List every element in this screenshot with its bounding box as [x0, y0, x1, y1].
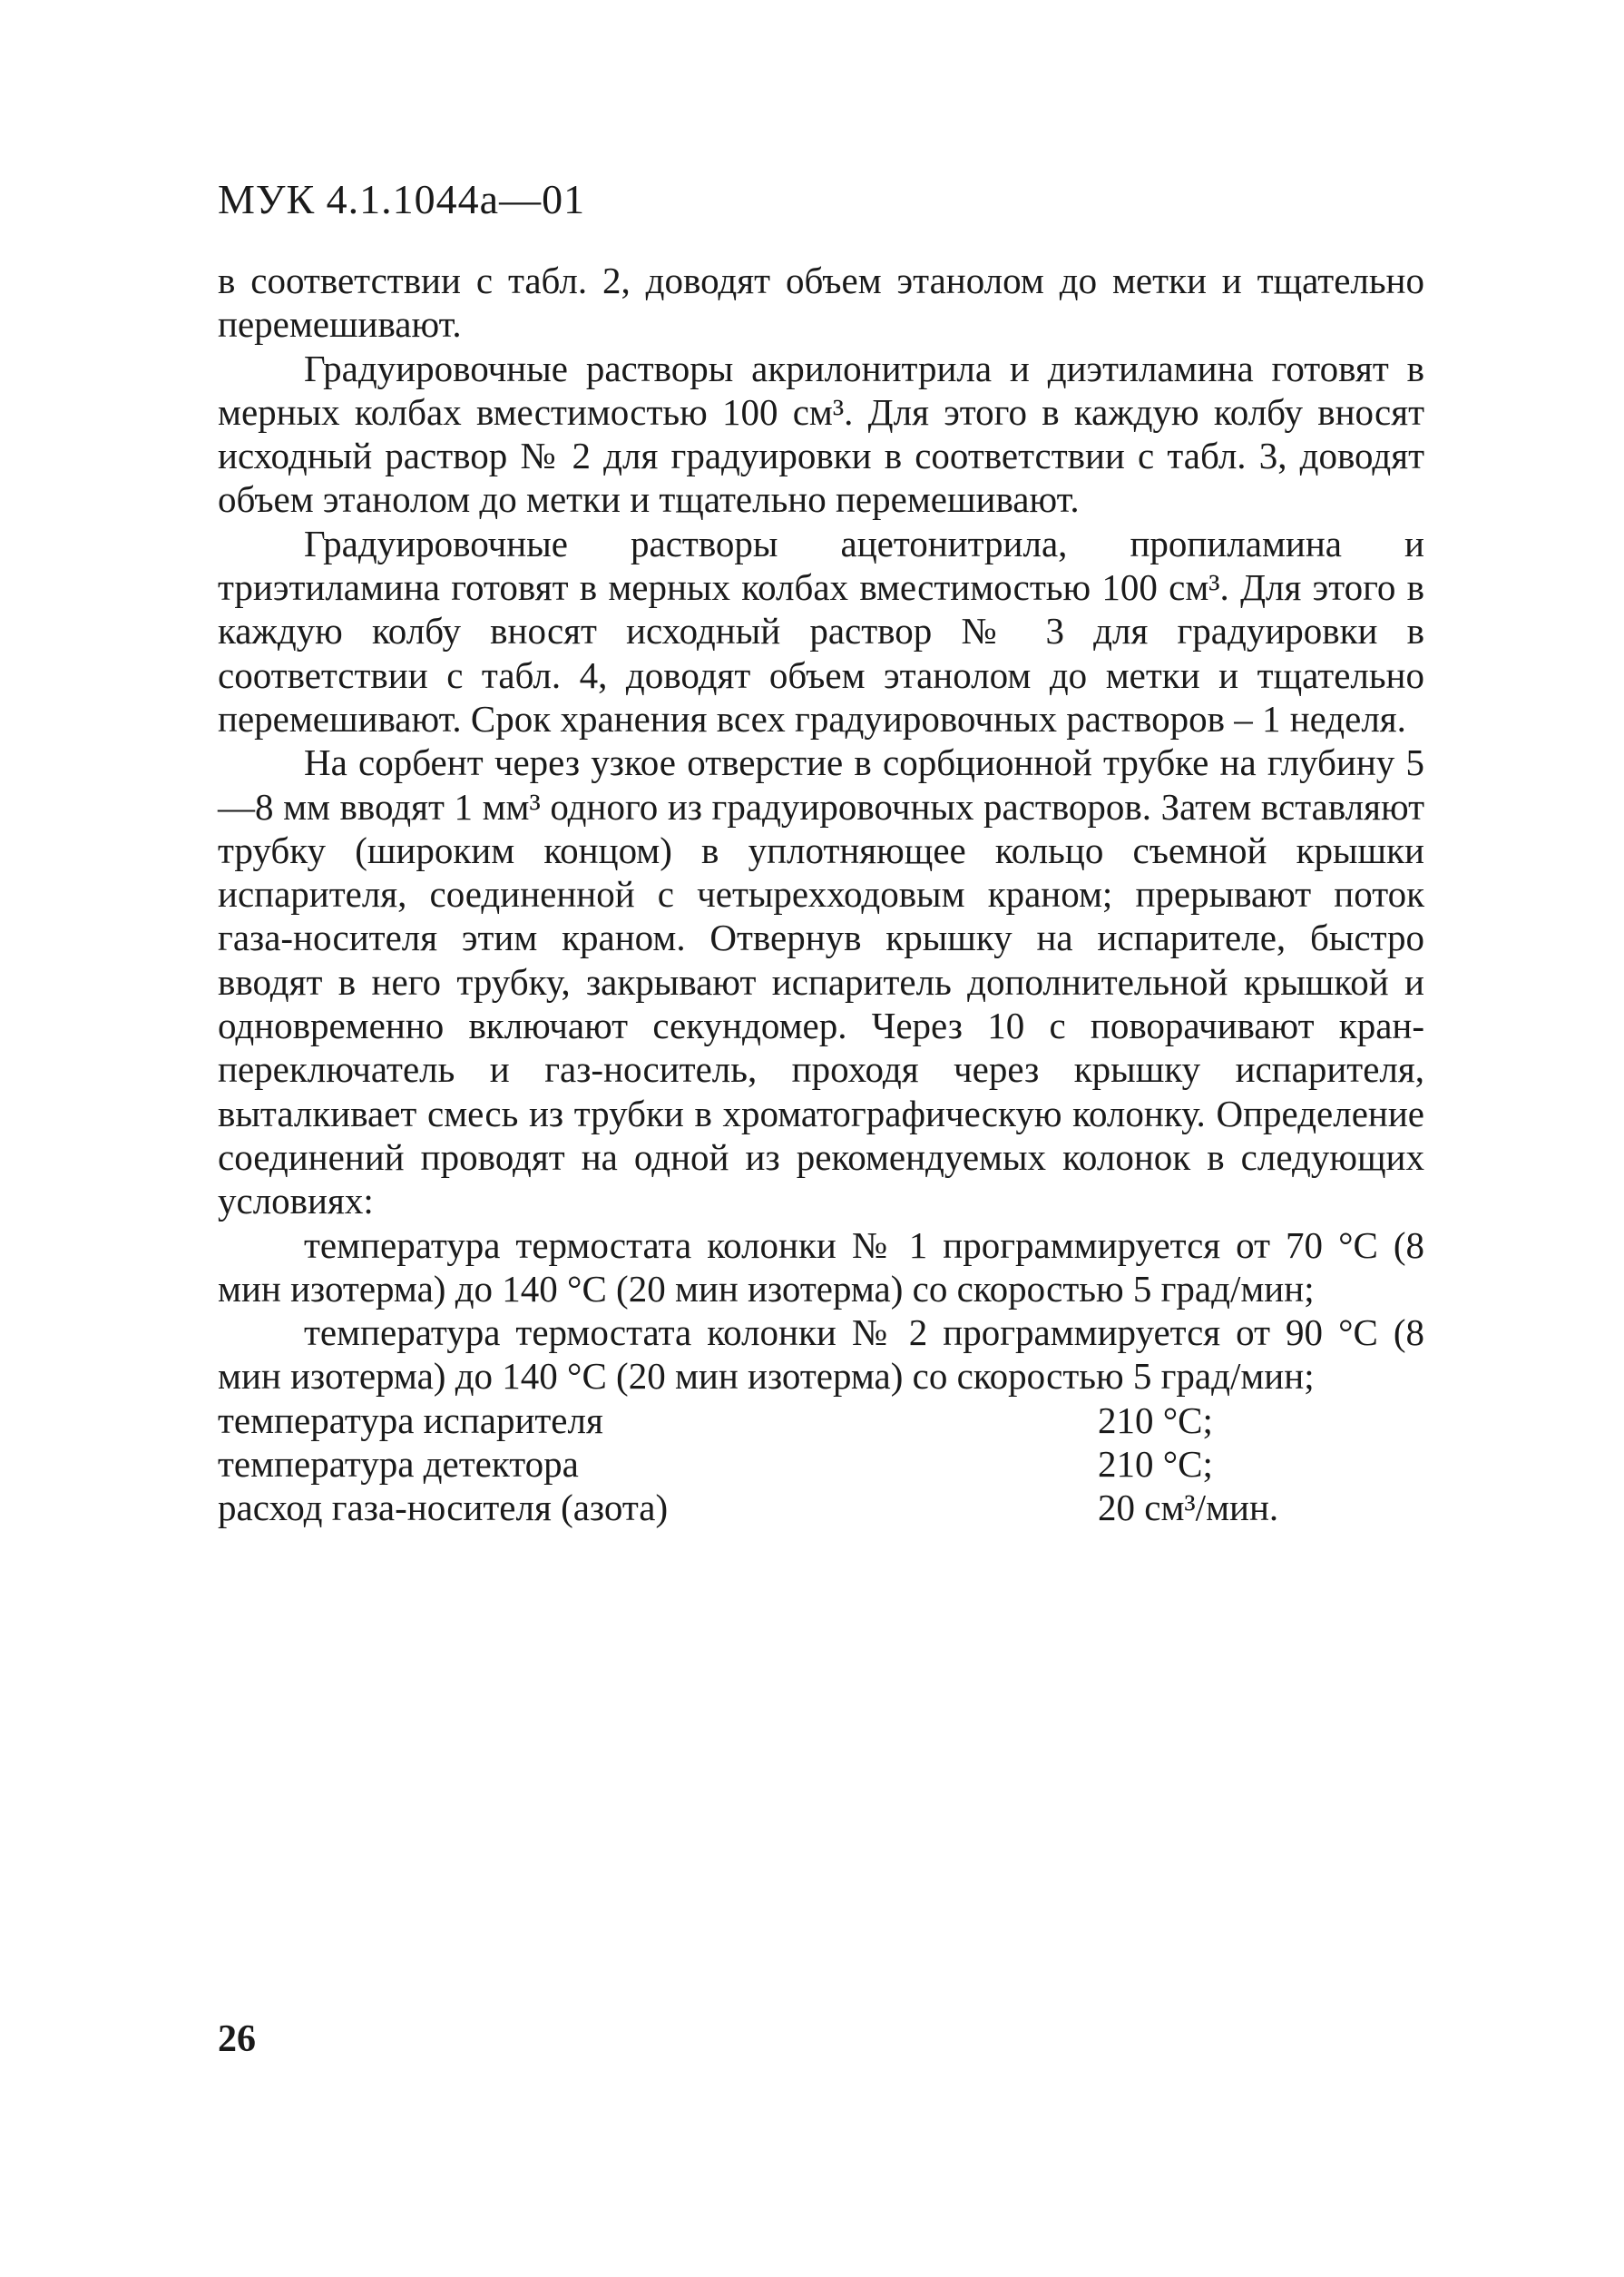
- body-text: [218, 259, 1424, 1530]
- parameters-list: [218, 1399, 1424, 1530]
- page-number: 26: [218, 2018, 256, 2060]
- page-header: МУК 4.1.1044а—01: [218, 176, 586, 222]
- parameter-label: температура испарителя: [218, 1399, 603, 1441]
- parameter-value: 210 °С;: [1098, 1443, 1213, 1486]
- paragraph-acrylonitrile-calibration: Градуировочные растворы акрилонитрила и диэтиламина готовят в мерных колбах вместимостью 100 см³. Для этого в каждую колбу вносят исходный раствор № 2 для градуировки в соответствии с табл. 3, доводят объем этанолом до метки и тщательно перемешивают.: [218, 347, 1424, 521]
- paragraph-column-1-temperature: температура термостата колонки № 1 программируется от 70 °С (8 мин изотерма) до 140 °С (20 мин изотерма) со скоростью 5 град/мин;: [218, 1223, 1424, 1310]
- paragraph-continuation: в соответствии с табл. 2, доводят объем этанолом до метки и тщательно перемешивают.: [218, 260, 1424, 346]
- parameter-label: температура детектора: [218, 1443, 579, 1486]
- parameter-value: 210 °С;: [1098, 1399, 1213, 1441]
- paragraph-column-2-temperature: температура термостата колонки № 2 программируется от 90 °С (8 мин изотерма) до 140 °С (20 мин изотерма) со скоростью 5 град/мин;: [218, 1311, 1424, 1398]
- parameter-label: расход газа-носителя (азота): [218, 1487, 669, 1529]
- parameter-row: [218, 1442, 1424, 1486]
- parameter-value: 20 см³/мин.: [1098, 1487, 1279, 1529]
- paragraph-acetonitrile-calibration: Градуировочные растворы ацетонитрила, пропиламина и триэтиламина готовят в мерных колбах вместимостью 100 см³. Для этого в каждую колбу вносят исходный раствор № 3 для градуировки в соответствии с табл. 4, доводят объем этанолом до метки и тщательно перемешивают. Срок хранения всех градуировочных растворов – 1 неделя.: [218, 522, 1424, 740]
- paragraph-sorbent-procedure: На сорбент через узкое отверстие в сорбционной трубке на глубину 5—8 мм вводят 1 мм³ одного из градуировочных растворов. Затем вставляют трубку (широким концом) в уплотняющее кольцо съемной крышки испарителя, соединенной с четырехходовым краном; прерывают поток газа-носителя этим краном. Отвернув крышку на испарителе, быстро вводят в него трубку, закрывают испаритель дополнительной крышкой и одновременно включают секундомер. Через 10 с поворачивают кран-переключатель и газ-носитель, проходя через крышку испарителя, выталкивает смесь из трубки в хроматографическую колонку. Определение соединений проводят на одной из рекомендуемых колонок в следующих условиях:: [218, 741, 1424, 1222]
- parameter-row: [218, 1399, 1424, 1442]
- parameter-row: [218, 1486, 1424, 1529]
